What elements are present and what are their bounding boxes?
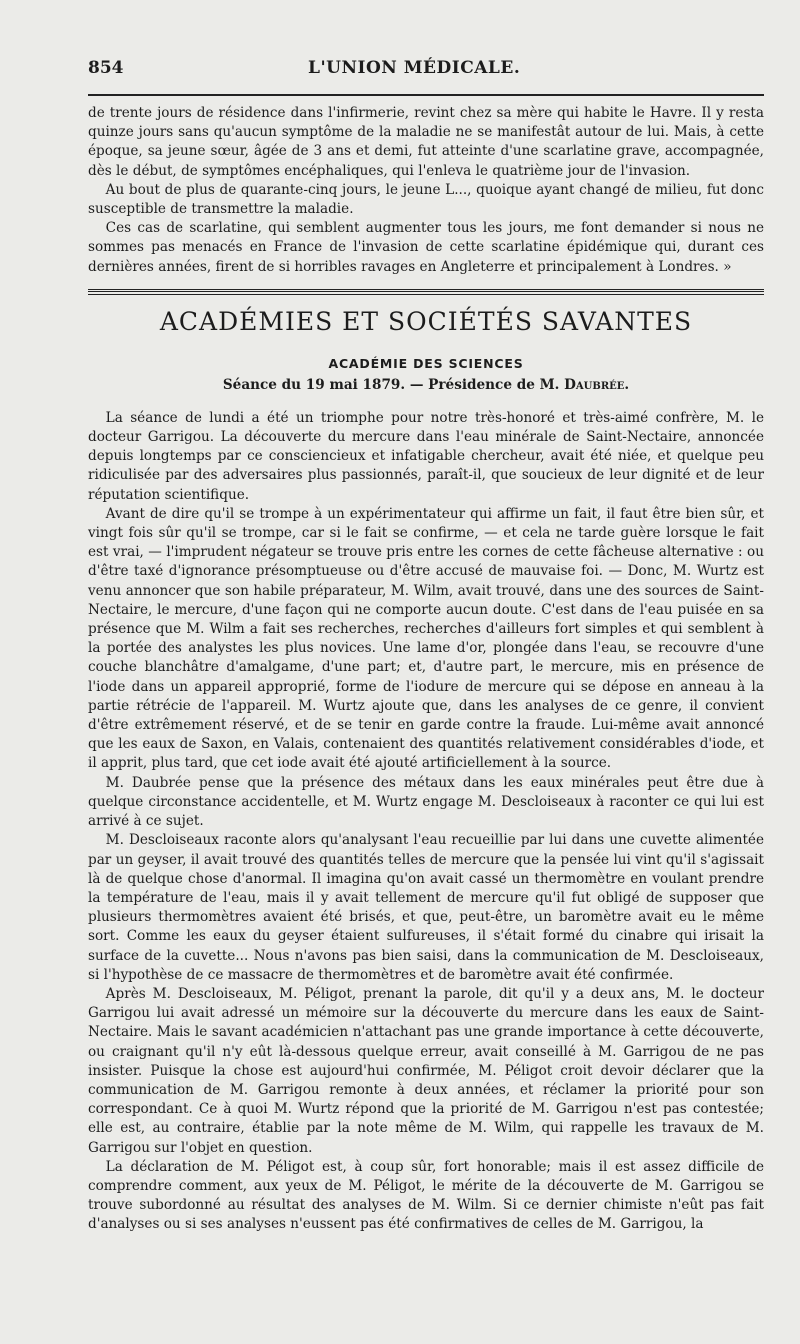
body-paragraph: Avant de dire qu'il se trompe à un expérimentateur qui affirme un fait, il faut être bien sûr, et vingt fois sûr qu'il se trompe, car si le fait se confirme, — et cela ne tarde guère lorsque le fait est vrai, — l'imprudent négateur se trouve pris entre les cornes de cette fâcheuse alternative : ou d'être taxé d'ignorance présomptueuse ou d'être accusé de mauvaise foi. — Donc, M. Wurtz est venu annoncer que son habile préparateur, M. Wilm, avait trouvé, dans une des sources de Saint-Nectaire, le mercure, d'une façon qui ne comporte aucun doute. C'est dans de l'eau puisée en sa présence que M. Wilm a fait ses recherches, recherches d'ailleurs fort simples et qui semblent à la portée des analystes les plus novices. Une lame d'or, plongée dans l'eau, se recouvre d'une couche blanchâtre d'amalgame, d'une part; et, d'autre part, le mercure, mis en présence de l'iode dans un appareil approprié, forme de l'iodure de mercure qui se dépose en anneau à la partie rétrécie de l'appareil. M. Wurtz ajoute que, dans les analyses de ce genre, il convient d'être extrêmement réservé, et de se tenir en garde contre la fraude. Lui-même avait annoncé que les eaux de Saxon, en Valais, contenaient des quantités relativement considérables d'iode, et il apprit, plus tard, que cet iode avait été ajouté artificiellement à la source. bbox=[88, 505, 764, 772]
body-paragraph: La déclaration de M. Péligot est, à coup sûr, fort honorable; mais il est assez difficile de comprendre comment, aux yeux de M. Péligot, le mérite de la découverte de M. Garrigou se trouve subordonné au résultat des analyses de M. Wilm. Si ce dernier chimiste n'eût pas fait d'analyses ou si ses analyses n'eussent pas été confirmatives de celles de M. Garrigou, la bbox=[88, 1158, 764, 1233]
body-paragraph: M. Descloiseaux raconte alors qu'analysant l'eau recueillie par lui dans une cuvette alimentée par un geyser, il avait trouvé des quantités telles de mercure que la pensée lui vint qu'il s'agissait là de quelque chose d'anormal. Il imagina qu'on avait cassé un thermomètre en voulant prendre la température de l'eau, mais il y avait tellement de mercure qu'il fut obligé de supposer que plusieurs thermomètres avaient été brisés, et que, peut-être, un baromètre avait eu le même sort. Comme les eaux du geyser étaient sulfureuses, il s'était formé du cinabre qui irisait la surface de la cuvette... Nous n'avons pas bien saisi, dans la communication de M. Descloiseaux, si l'hypothèse de ce massacre de thermomètres et de baromètre avait été confirmée. bbox=[88, 832, 764, 983]
session-date: Séance du 19 mai 1879. — Présidence de M. bbox=[222, 376, 560, 393]
running-title: L'UNION MÉDICALE. bbox=[308, 58, 521, 78]
section-divider bbox=[88, 289, 764, 295]
body-paragraph: Après M. Descloiseaux, M. Péligot, prenant la parole, dit qu'il y a deux ans, M. le docteur Garrigou lui avait adressé un mémoire sur la découverte du mercure dans les eaux de Saint-Nectaire. Mais le savant académicien n'attachant pas une grande importance à cette découverte, ou craignant qu'il n'y eût là-dessous quelque erreur, avait conseillé à M. Garrigou de ne pas insister. Puisque la chose est aujourd'hui confirmée, M. Péligot croit devoir déclarer que la communication de M. Garrigou remonte à deux années, et réclamer la priorité pour son correspondant. Ce à quoi M. Wurtz répond que la priorité de M. Garrigou n'est pas contestée; elle est, au contraire, établie par la note même de M. Wilm, qui rappelle les travaux de M. Garrigou sur l'objet en question. bbox=[88, 985, 764, 1156]
body-paragraph: M. Daubrée pense que la présence des métaux dans les eaux minérales peut être due à quelque circonstance accidentelle, et M. Wurtz engage M. Descloiseaux à raconter ce qui lui est arrivé à ce sujet. bbox=[88, 774, 764, 830]
intro-text bbox=[88, 104, 764, 277]
section-title: ACADÉMIES ET SOCIÉTÉS SAVANTES bbox=[159, 306, 693, 336]
body-paragraph: La séance de lundi a été un triomphe pour notre très-honoré et très-aimé confrère, M. le docteur Garrigou. La découverte du mercure dans l'eau minérale de Saint-Nectaire, annoncée depuis longtemps par ce consciencieux et infatigable chercheur, avait été niée, et quelque peu ridiculisée par des adversaires plus passionnés, paraît-il, que soucieux de leur dignité et de leur réputation scientifique. bbox=[88, 409, 764, 503]
intro-paragraph: Ces cas de scarlatine, qui semblent augmenter tous les jours, me font demander si nous ne sommes pas menacés en France de l'invasion de cette scarlatine épidémique qui, durant ces dernières années, firent de si horribles ravages en Angleterre et principalement à Londres. » bbox=[88, 220, 764, 275]
header-rule bbox=[88, 94, 764, 96]
page-header bbox=[88, 58, 764, 88]
intro-paragraph: de trente jours de résidence dans l'infirmerie, revint chez sa mère qui habite le Havre. Il y resta quinze jours sans qu'aucun symptôme de la maladie ne se manifestât autour de lui. Mais, à cette époque, sa jeune sœur, âgée de 3 ans et demi, fut atteinte d'une scarlatine grave, accompagnée, dès le début, de symptômes encéphaliques, qui l'enleva le quatrième jour de l'invasion. bbox=[88, 105, 764, 179]
academy-heading: ACADÉMIE DES SCIENCES bbox=[328, 355, 524, 371]
page-number: 854 bbox=[88, 58, 124, 78]
session-line bbox=[88, 377, 764, 393]
session-president: Daubrée. bbox=[564, 376, 630, 393]
article-body bbox=[88, 409, 764, 1235]
intro-paragraph: Au bout de plus de quarante-cinq jours, le jeune L..., quoique ayant changé de milieu, fut donc susceptible de transmettre la maladie. bbox=[88, 181, 764, 218]
